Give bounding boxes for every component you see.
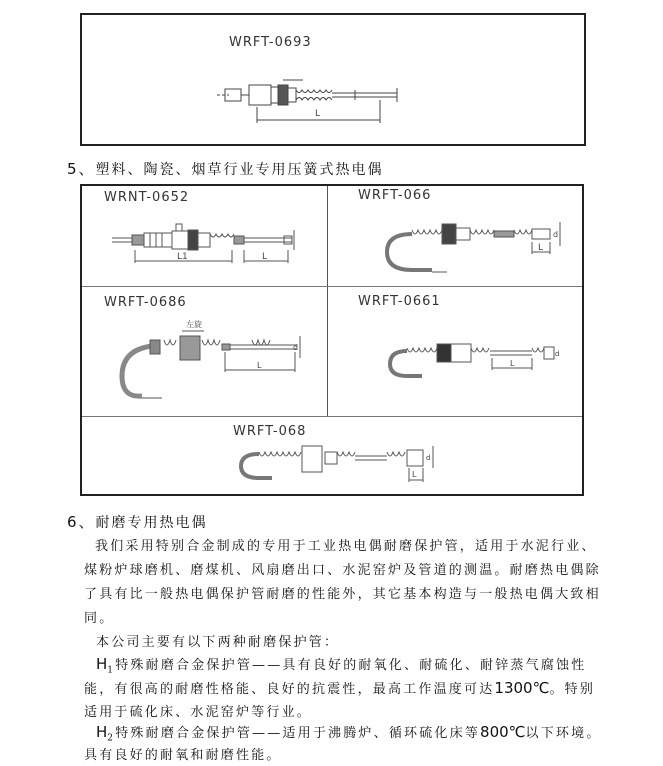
dimension-label-l: L [412,470,417,479]
paragraph-line: 本公司主要有以下两种耐磨保护管： [96,635,340,650]
h1-text: 特殊耐磨合金保护管——具有良好的耐氧化、耐硫化、耐锌蒸气腐蚀性 [115,658,587,673]
table-divider-row-2 [82,416,582,417]
h1-text-cont: 能，有很高的耐磨性格能、良好的抗震性，最高工作温度可达 [84,682,495,697]
dimension-label-l: L [257,361,262,370]
dimension-label-d: d [293,343,299,352]
dimension-label-d: d [553,230,559,239]
model-label: WRFT-066 [358,188,432,203]
thermocouple-diagram [112,316,312,416]
paragraph-line [84,678,595,697]
dimension-label-d: d [426,454,431,462]
dimension-label-l: L [510,359,515,368]
h2-temperature: 800℃ [480,723,526,741]
dimension-label-l: L [262,252,268,262]
annotation-left-thread: 左旋 [186,320,202,329]
paragraph-line: 同。 [84,611,115,626]
dimension-label-l1: L1 [177,252,188,262]
section-6-heading [67,511,208,532]
model-label: WRFT-0661 [358,294,441,309]
h1-subscript: 1 [107,665,116,676]
figure-box-wrft-0693 [80,13,586,146]
h1-text-cont2: 。特别 [549,682,596,697]
thermocouple-diagram [217,60,417,130]
thermocouple-diagram [382,210,572,280]
h2-label: H [96,723,108,741]
paragraph-line: 具有良好的耐氧和耐磨性能。 [84,748,282,763]
paragraph-line: 了具有比一般热电偶保护管耐磨的性能外，其它基本构造与一般热电偶大致相 [84,587,601,602]
table-divider-vertical [327,186,328,417]
dimension-label-l: L [315,109,321,119]
model-label: WRFT-0693 [229,35,312,50]
model-label: WRFT-068 [233,424,307,439]
section-5-number: 5、 [67,160,96,178]
section-6-title: 耐磨专用热电偶 [95,515,208,531]
max-temperature: 1300℃ [494,679,550,697]
h2-text: 特殊耐磨合金保护管——适用于沸腾炉、循环硫化床等 [115,726,481,741]
model-label: WRFT-0686 [104,295,187,310]
section-6-number: 6、 [67,513,96,531]
thermocouple-diagram [382,336,572,396]
paragraph-line-h2 [96,722,602,744]
paragraph-line: 适用于硫化床、水泥窑炉等行业。 [84,705,313,720]
paragraph-line-h1 [96,654,586,676]
paragraph-line: 煤粉炉球磨机、磨煤机、风扇磨出口、水泥窑炉及管道的测温。耐磨热电偶除 [84,563,601,578]
table-divider-row-1 [82,286,582,287]
dimension-label-d: d [555,350,560,358]
h2-subscript: 2 [107,733,116,744]
figures-table [80,184,584,496]
h1-label: H [96,655,108,673]
model-label: WRNT-0652 [104,190,190,205]
dimension-label-l: L [538,243,544,253]
section-5-heading [67,158,384,179]
paragraph-line: 我们采用特别合金制成的专用于工业热电偶耐磨保护管，适用于水泥行业、 [95,539,597,554]
h2-text-cont: 以下环境。 [525,726,602,741]
thermocouple-diagram [112,216,312,271]
section-5-title: 塑料、陶瓷、烟草行业专用压簧式热电偶 [95,162,384,178]
thermocouple-diagram [237,440,447,490]
